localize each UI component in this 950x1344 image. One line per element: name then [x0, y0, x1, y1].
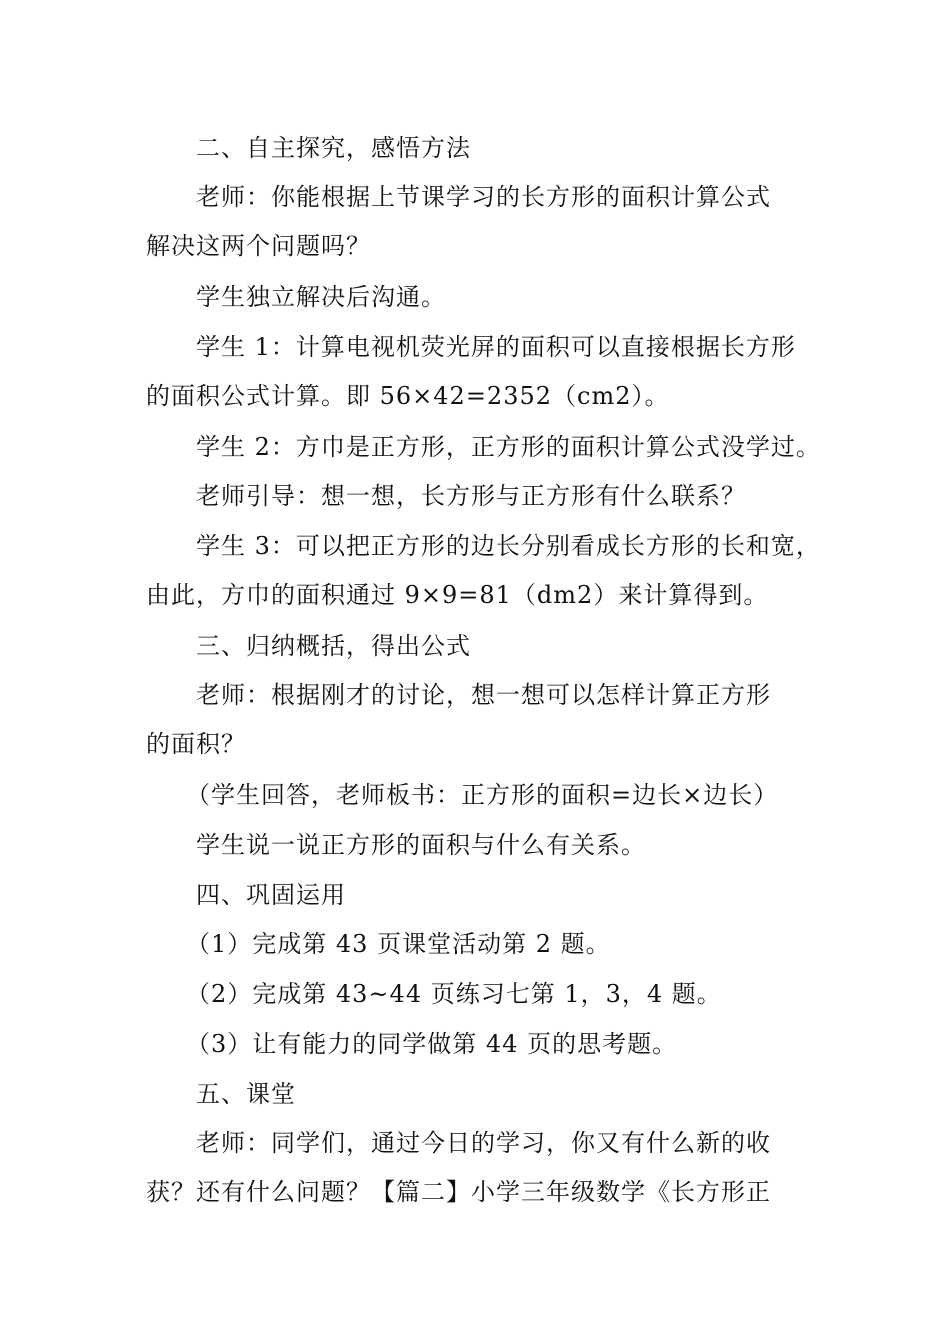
text-line: 学生 1：计算电视机荧光屏的面积可以直接根据长方形 [196, 333, 796, 361]
paragraph [146, 671, 826, 769]
text-line: 老师：同学们，通过今日的学习，你又有什么新的收 [196, 1129, 771, 1157]
section-heading-5 [146, 1070, 826, 1119]
text-line: 学生独立解决后沟通。 [196, 283, 446, 311]
section-heading-2 [146, 124, 826, 173]
text-line: 获？还有什么问题？【篇二】小学三年级数学《长方形正 [146, 1178, 771, 1206]
paragraph [146, 173, 826, 271]
text-line: （学生回答，老师板书：正方形的面积=边长×边长） [186, 781, 779, 809]
text-line: 的面积公式计算。即 56×42=2352（cm2）。 [146, 382, 670, 410]
text-line: 由此，方巾的面积通过 9×9=81（dm2）来计算得到。 [146, 581, 769, 609]
text-line: 学生说一说正方形的面积与什么有关系。 [196, 831, 646, 859]
text-line: （1）完成第 43 页课堂活动第 2 题。 [186, 930, 611, 958]
text-line: 五、课堂 [196, 1080, 296, 1108]
text-line: 学生 2：方巾是正方形，正方形的面积计算公式没学过。 [196, 433, 821, 461]
section-heading-3 [146, 622, 826, 671]
paragraph [146, 522, 826, 620]
list-item [146, 920, 826, 969]
text-line: （2）完成第 43~44 页练习七第 1，3，4 题。 [186, 980, 722, 1008]
text-line: 的面积？ [146, 730, 246, 758]
text-line: （3）让有能力的同学做第 44 页的思考题。 [186, 1030, 678, 1058]
text-line: 三、归纳概括，得出公式 [196, 632, 471, 660]
text-line: 四、巩固运用 [196, 881, 346, 909]
list-item [146, 1020, 826, 1069]
paragraph [146, 472, 826, 521]
paragraph [146, 1119, 826, 1217]
text-line: 老师引导：想一想，长方形与正方形有什么联系？ [196, 482, 746, 510]
text-line: 学生 3：可以把正方形的边长分别看成长方形的长和宽， [196, 532, 821, 560]
text-line: 老师：根据刚才的讨论，想一想可以怎样计算正方形 [196, 681, 771, 709]
list-item [146, 970, 826, 1019]
paragraph [146, 771, 826, 820]
section-heading-4 [146, 871, 826, 920]
paragraph [146, 273, 826, 322]
text-line: 解决这两个问题吗？ [146, 232, 371, 260]
text-line: 老师：你能根据上节课学习的长方形的面积计算公式 [196, 183, 771, 211]
paragraph [146, 423, 826, 472]
text-line: 二、自主探究，感悟方法 [196, 134, 471, 162]
paragraph [146, 323, 826, 421]
paragraph [146, 821, 826, 870]
